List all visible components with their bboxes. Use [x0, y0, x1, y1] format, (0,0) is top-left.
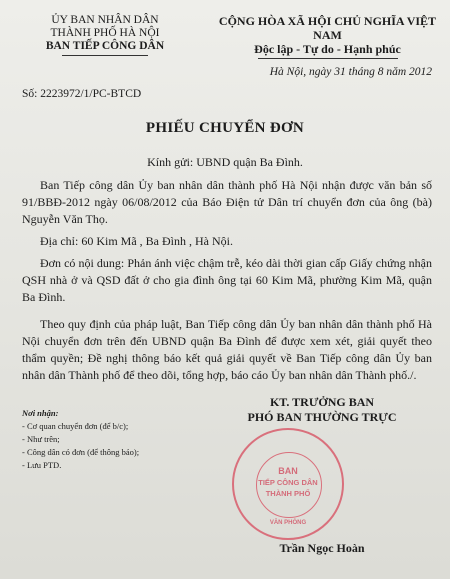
seal-bottom-text: VĂN PHÒNG	[269, 520, 307, 526]
signer-name: Trần Ngọc Hoàn	[279, 541, 365, 555]
signature-line-1: KT. TRƯỞNG BAN	[269, 395, 375, 409]
recipients-heading: Nơi nhận:	[22, 408, 59, 418]
agency-line-3: BAN TIẾP CÔNG DÂN	[45, 40, 165, 52]
recipient-item: - Lưu PTD.	[22, 460, 62, 470]
paragraph-1-text: Ban Tiếp công dân Ủy ban nhân dân thành phố Hà Nội nhận được văn bản số 91/BBĐ-2012 ngày 06/08/2012 của Báo Điện tử Dân trí chuyển đơn của ông (bà) Nguyễn Văn Thọ.	[22, 178, 432, 226]
recipient-item: - Công dân có đơn (để thông báo);	[22, 447, 140, 457]
addressee: Kính gửi: UBND quận Ba Đình.	[147, 155, 303, 169]
agency-line-1: ỦY BAN NHÂN DÂN	[51, 14, 159, 26]
document-number: Số: 2223972/1/PC-BTCD	[22, 88, 142, 100]
document-date: Hà Nội, ngày 31 tháng 8 năm 2012	[269, 66, 432, 78]
agency-line-2: THÀNH PHỐ HÀ NỘI	[50, 27, 160, 39]
agency-underline	[62, 55, 148, 56]
paragraph-2-text: Địa chỉ: 60 Kim Mã , Ba Đình , Hà Nội.	[40, 234, 233, 248]
paragraph-4	[22, 316, 432, 384]
recipient-item: - Như trên;	[22, 434, 60, 444]
national-motto-header	[205, 14, 450, 59]
signature-line-2: PHÓ BAN THƯỜNG TRỰC	[247, 410, 397, 424]
recipient-item: - Cơ quan chuyển đơn (để b/c);	[22, 421, 129, 431]
country-name: CỘNG HÒA XÃ HỘI CHỦ NGHĨA VIỆT NAM	[218, 14, 437, 42]
motto: Độc lập - Tự do - Hạnh phúc	[254, 42, 401, 56]
recipients-list	[22, 407, 212, 472]
seal-center-line-2: TIẾP CÔNG DÂN	[258, 478, 318, 487]
paragraph-3-text: Đơn có nội dung: Phản ánh việc chậm trễ, kéo dài thời gian cấp Giấy chứng nhận QSH nhà ở và QSD đất ở cho gia đình ông tại 60 Kim Mã, phường Kim Mã, quận Ba Đình.	[22, 256, 432, 304]
motto-underline	[258, 58, 398, 59]
paragraph-4-text: Theo quy định của pháp luật, Ban Tiếp công dân Ủy ban nhân dân thành phố Hà Nội chuyển đơn trên đến UBND quận Ba Đình để được xem xét, giải quyết theo thẩm quyền; Đề nghị thông báo kết quả giải quyết về Ban Tiếp công dân Ủy ban nhân dân Thành phố để theo dõi, tổng hợp, báo cáo Ủy ban nhân dân Thành phố./.	[22, 317, 432, 382]
paragraph-1	[22, 177, 432, 228]
seal-center-line-3: THÀNH PHỐ	[265, 489, 311, 498]
official-seal-stamp	[232, 428, 344, 540]
paragraph-2	[22, 233, 432, 250]
document-title: PHIẾU CHUYỂN ĐƠN	[145, 120, 305, 136]
paragraph-3	[22, 255, 432, 306]
seal-center-line-1: BAN	[278, 466, 298, 476]
issuing-agency-header	[0, 14, 210, 56]
signature-block-title	[212, 395, 432, 425]
